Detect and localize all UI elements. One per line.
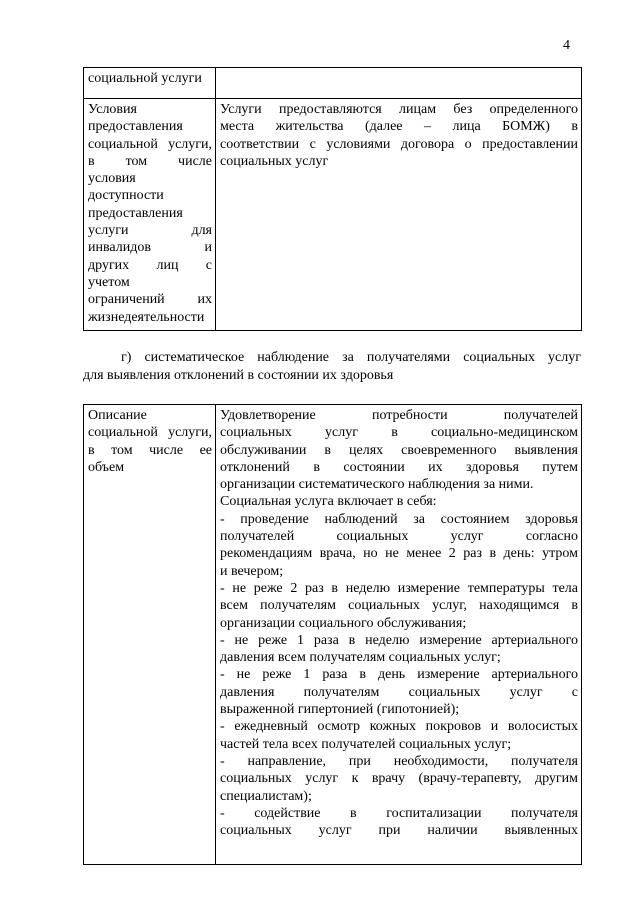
text-line: социальных услуг <box>220 153 329 169</box>
text-line: социальных услуг к врачу (врачу-терапевту, другим <box>220 771 578 787</box>
table-row <box>84 405 582 865</box>
text-line: жизнедеятельности <box>88 309 205 325</box>
text-line: Условия <box>88 102 137 117</box>
conditions-text-cell <box>216 99 582 331</box>
row1-left-cell <box>84 68 216 99</box>
text-line: и вечером; <box>220 563 284 579</box>
row1-right-cell <box>216 68 582 99</box>
text-line: давления получателям социальных услуг с <box>220 684 578 700</box>
section-heading <box>83 349 581 385</box>
text-line: места жительства (далее – лица БОМЖ) в <box>220 119 578 135</box>
text-line: - содействие в госпитализации получателя <box>220 805 578 821</box>
text-line: в том числе ее <box>88 442 212 458</box>
conditions-label <box>88 101 212 326</box>
text-line: Социальная услуга включает в себя: <box>220 494 437 510</box>
text-line: доступности <box>88 188 164 204</box>
text-line: предоставления <box>88 119 183 135</box>
text-line: Описание <box>88 408 147 423</box>
text-line: Услуги предоставляются лицам без определенного <box>220 102 578 117</box>
text-line: организации социального обслуживания; <box>220 615 467 631</box>
text-line: услуги для <box>88 223 212 239</box>
heading-line: г) систематическое наблюдение за получателями социальных услуг <box>121 350 581 365</box>
text-line: социальных услуг в социально-медицинском <box>220 425 578 441</box>
text-line: частей тела всех получателей социальных услуг; <box>220 736 512 752</box>
text-line: - проведение наблюдений за состоянием здоровья <box>220 511 578 527</box>
text-line: давления всем получателям социальных услуг; <box>220 650 501 666</box>
row1-left-text: социальной услуги <box>88 71 202 86</box>
text-line: обслуживании в целях своевременного выявления <box>220 442 578 458</box>
text-line: - не реже 2 раз в неделю измерение температуры тела <box>220 580 578 596</box>
table-row <box>84 68 582 99</box>
text-line: рекомендациям врача, но не менее 2 раз в день: утром <box>220 546 578 562</box>
text-line: соответствии с условиями договора о предоставлении <box>220 136 578 152</box>
description-text-cell <box>216 405 582 865</box>
text-line: других лиц с <box>88 257 212 273</box>
text-line: специалистам); <box>220 788 312 804</box>
text-line: объем <box>88 459 125 475</box>
text-line: предоставления <box>88 205 183 221</box>
text-line: учетом <box>88 274 130 290</box>
page-number: 4 <box>563 38 570 53</box>
text-line: условия <box>88 171 136 187</box>
text-line: в том числе <box>88 153 212 169</box>
conditions-label-cell <box>84 99 216 331</box>
service-table-1 <box>83 67 582 331</box>
text-line: ограничений их <box>88 292 212 308</box>
text-line: Удовлетворение потребности получателей <box>220 408 578 423</box>
text-line: всем получателям социальных услуг, находящимся в <box>220 598 578 614</box>
description-text <box>220 407 578 839</box>
service-table-2 <box>83 404 582 865</box>
description-label-cell <box>84 405 216 865</box>
text-line: - не реже 1 раза в день измерение артериального <box>220 667 578 683</box>
heading-line: для выявления отклонений в состоянии их здоровья <box>83 368 394 383</box>
text-line: социальной услуги, <box>88 425 212 441</box>
text-line: - ежедневный осмотр кожных покровов и волосистых <box>220 719 578 735</box>
text-line: - не реже 1 раза в неделю измерение артериального <box>220 632 578 648</box>
text-line: - направление, при необходимости, получателя <box>220 753 578 769</box>
text-line: социальных услуг при наличии выявленных <box>220 823 578 839</box>
table-row <box>84 99 582 331</box>
text-line: организации систематического наблюдения за ними. <box>220 477 534 493</box>
conditions-text <box>220 101 578 170</box>
text-line: выраженной гипертонией (гипотонией); <box>220 702 460 718</box>
description-label <box>88 407 212 476</box>
text-line: получателей социальных услуг согласно <box>220 529 578 545</box>
text-line: отклонений в состоянии их здоровья путем <box>220 459 578 475</box>
text-line: инвалидов и <box>88 240 212 256</box>
text-line: социальной услуги, <box>88 136 212 152</box>
